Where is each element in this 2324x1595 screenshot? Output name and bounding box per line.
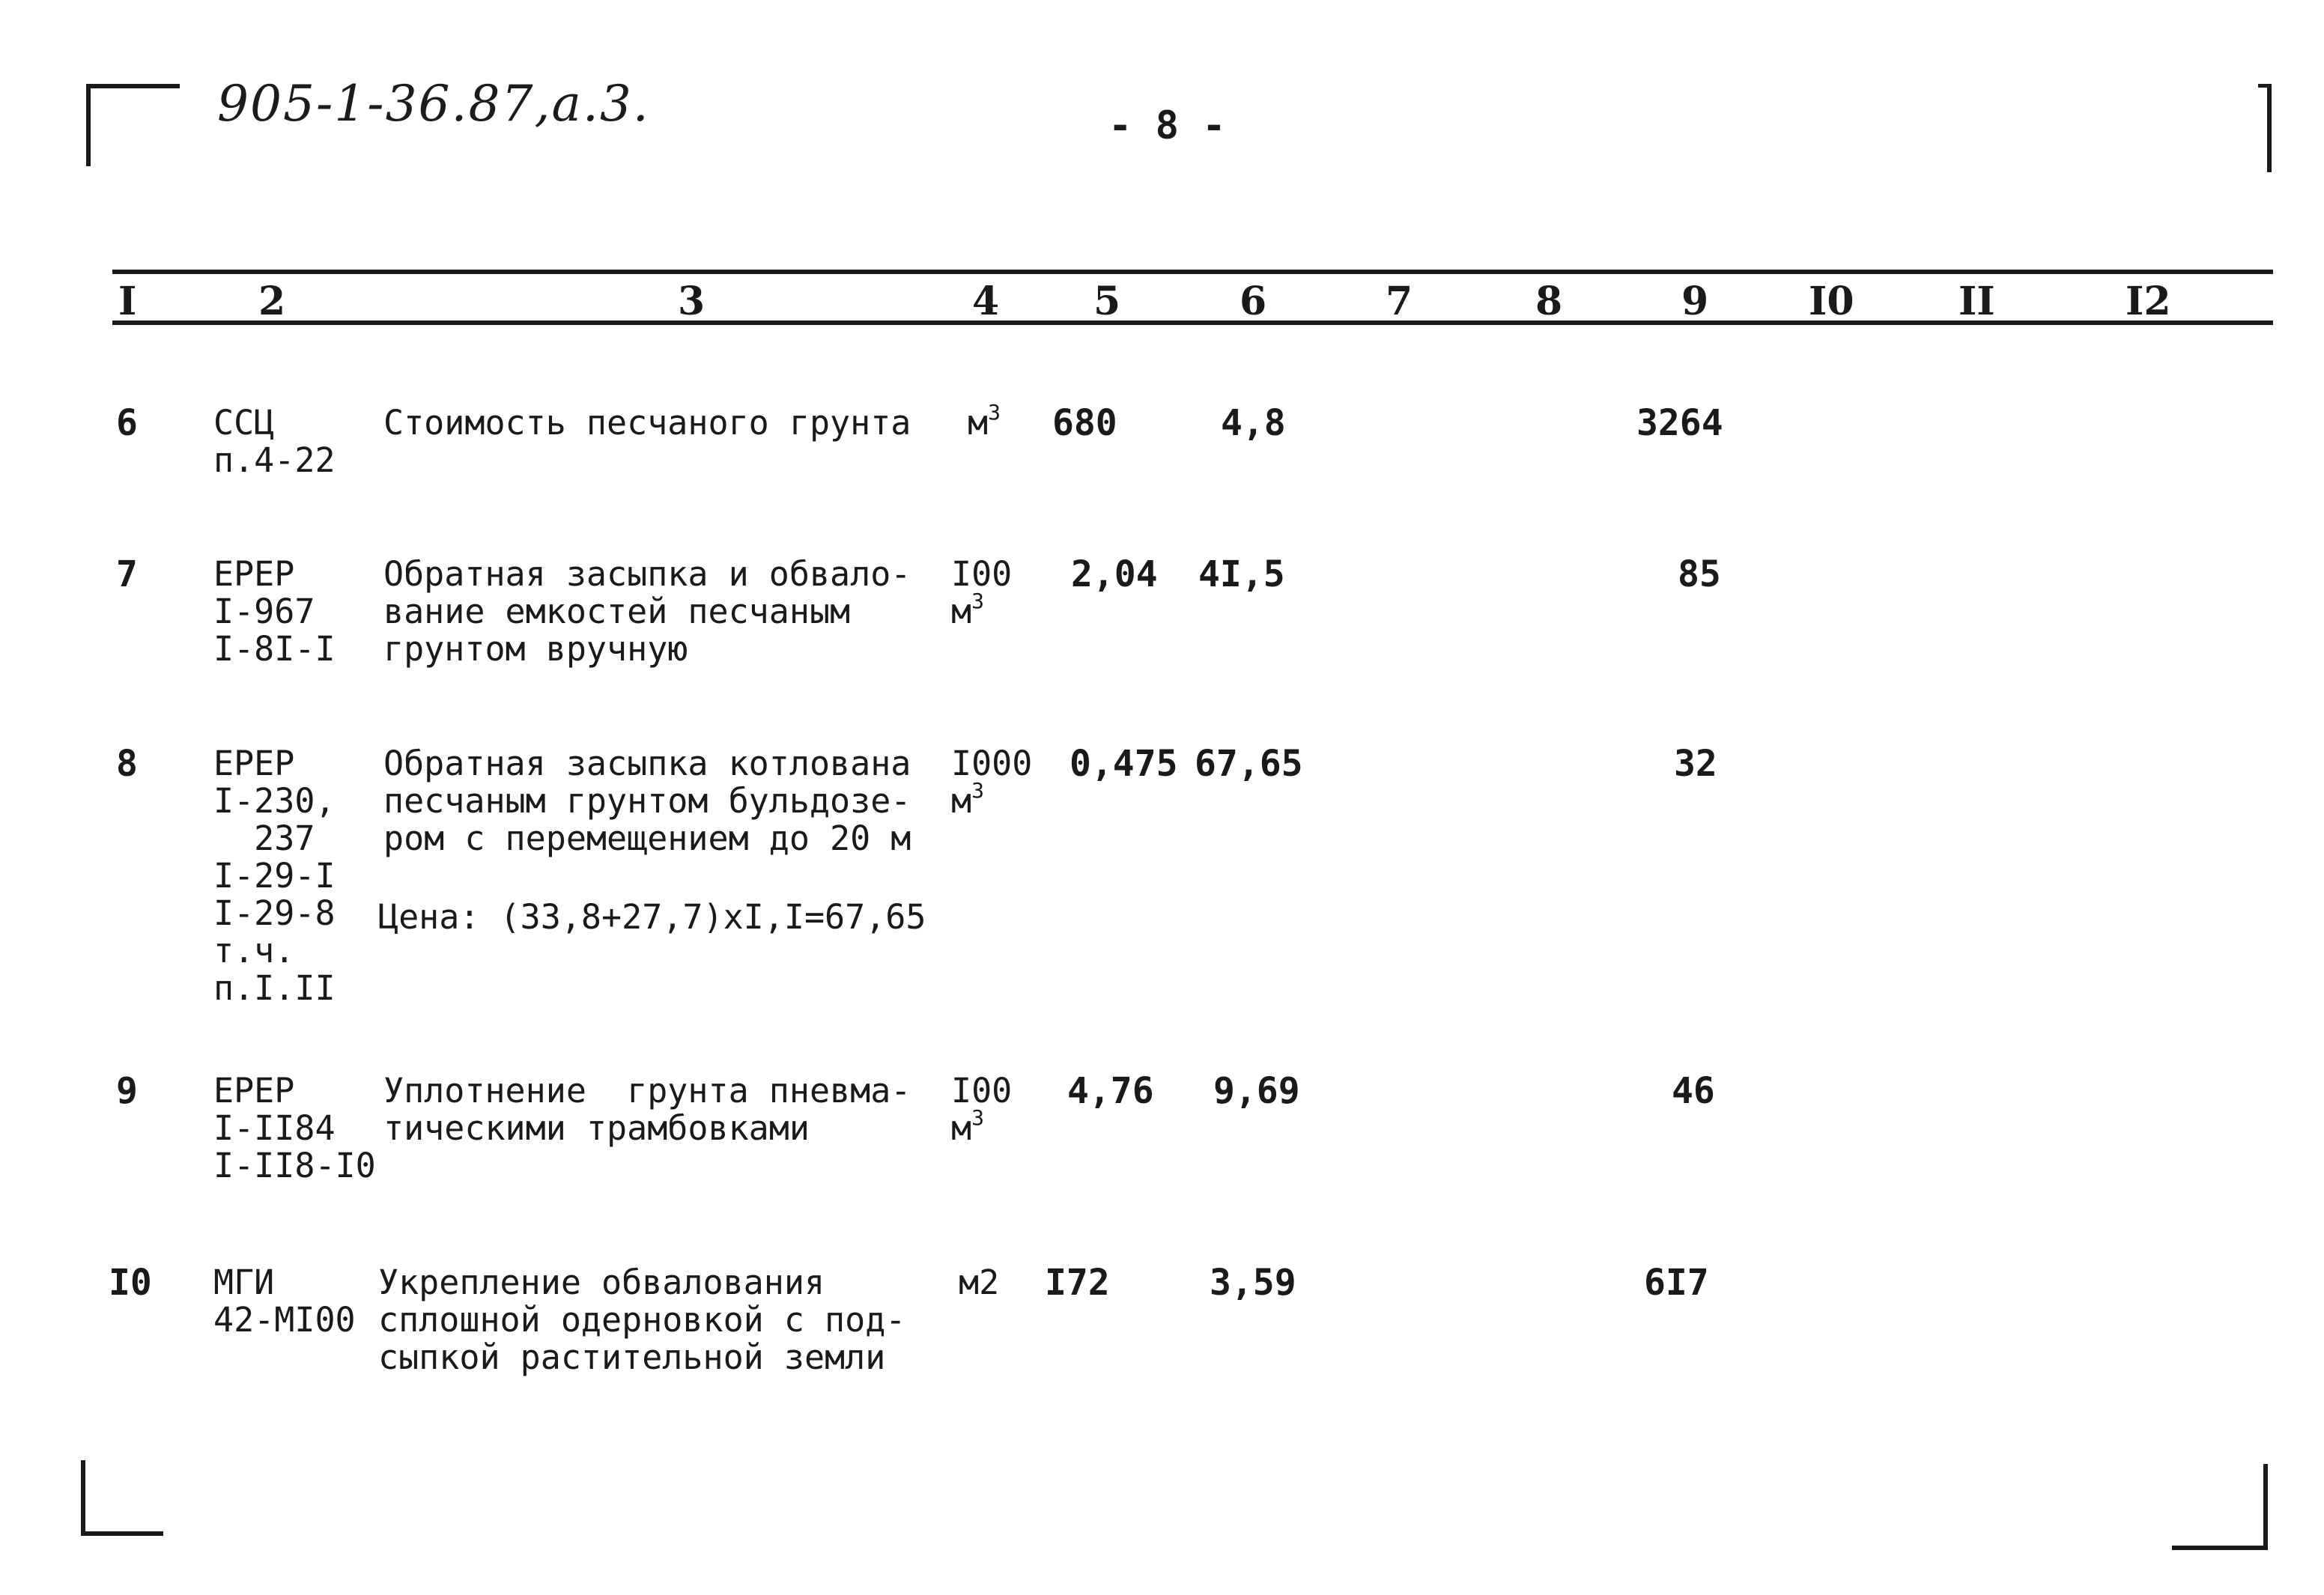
header-rule-bottom bbox=[112, 320, 2273, 325]
rate-code: ССЦ п.4-22 bbox=[213, 403, 336, 480]
quantity: 2,04 bbox=[1071, 553, 1158, 595]
unit-price: 9,69 bbox=[1213, 1070, 1300, 1112]
unit bbox=[959, 1264, 999, 1306]
work-description: Укрепление обвалования сплошной одерновкой с под- сыпкой растительной земли bbox=[378, 1263, 906, 1377]
unit-price: 3,59 bbox=[1210, 1262, 1296, 1304]
corner-mark-top-left-h bbox=[86, 84, 180, 88]
quantity: I72 bbox=[1045, 1262, 1110, 1304]
unit-price: 4,8 bbox=[1221, 402, 1286, 444]
rate-code: МГИ 42-МI00 bbox=[213, 1263, 356, 1340]
col-head-8: 8 bbox=[1535, 279, 1563, 324]
unit-text: м2 bbox=[959, 1263, 1000, 1302]
total-cost: 32 bbox=[1674, 743, 1717, 785]
col-head-12: I2 bbox=[2126, 279, 2171, 324]
col-head-10: I0 bbox=[1809, 279, 1854, 324]
rate-code: ЕРЕР I-967 I-8I-I bbox=[213, 554, 336, 669]
total-cost: 6I7 bbox=[1644, 1262, 1709, 1304]
total-cost: 3264 bbox=[1636, 402, 1723, 444]
unit-superscript: 3 bbox=[988, 400, 1001, 425]
work-description: Обратная засыпка и обвало- вание емкостей песчаным грунтом вручную bbox=[383, 554, 911, 669]
corner-mark-top-right-h bbox=[2258, 84, 2272, 88]
work-description: Уплотнение грунта пневма- тическими трамбовками bbox=[383, 1071, 911, 1148]
row-number: I0 bbox=[109, 1262, 152, 1304]
corner-mark-bottom-left-h bbox=[81, 1531, 163, 1536]
rate-code: ЕРЕР I-II84 I-II8-I0 bbox=[213, 1071, 376, 1185]
corner-mark-top-right-v bbox=[2267, 84, 2272, 172]
corner-mark-bottom-right-v bbox=[2263, 1464, 2268, 1550]
unit-superscript: 3 bbox=[971, 1105, 984, 1130]
document-reference: 905-1-36.87,а.3. bbox=[217, 75, 650, 133]
unit-price: 4I,5 bbox=[1198, 553, 1285, 595]
col-head-3: 3 bbox=[678, 279, 706, 324]
quantity: 0,475 bbox=[1070, 743, 1178, 785]
unit-superscript: 3 bbox=[971, 778, 984, 803]
unit bbox=[951, 745, 1032, 824]
col-head-4: 4 bbox=[972, 279, 1000, 324]
col-head-2: 2 bbox=[258, 279, 286, 324]
unit-text: I00 м bbox=[951, 554, 1013, 631]
unit bbox=[951, 1072, 1012, 1152]
unit-text: I000 м bbox=[951, 744, 1033, 821]
col-head-6: 6 bbox=[1240, 279, 1267, 324]
quantity: 4,76 bbox=[1067, 1070, 1154, 1112]
col-head-7: 7 bbox=[1386, 279, 1413, 324]
row-number: 8 bbox=[116, 743, 138, 785]
unit-text: м bbox=[968, 403, 989, 443]
row-number: 6 bbox=[116, 402, 138, 444]
col-head-1: I bbox=[118, 279, 137, 324]
work-description: Обратная засыпка котлована песчаным грунтом бульдозе- ром с перемещением до 20 м bbox=[383, 744, 911, 858]
rate-code: ЕРЕР I-230, 237 I-29-I I-29-8 т.ч. п.I.II bbox=[213, 744, 336, 1008]
row-number: 9 bbox=[116, 1070, 138, 1112]
col-head-11: II bbox=[1959, 279, 1995, 324]
unit-superscript: 3 bbox=[971, 589, 984, 613]
page-number: - 8 - bbox=[1108, 103, 1226, 148]
quantity: 680 bbox=[1052, 402, 1117, 444]
work-description: Стоимость песчаного грунта bbox=[383, 403, 911, 443]
corner-mark-bottom-left-v bbox=[81, 1460, 85, 1535]
corner-mark-bottom-right-h bbox=[2172, 1546, 2268, 1550]
header-rule-top bbox=[112, 270, 2273, 274]
total-cost: 46 bbox=[1672, 1070, 1715, 1112]
col-head-9: 9 bbox=[1681, 279, 1709, 324]
unit bbox=[951, 556, 1012, 635]
unit-price: 67,65 bbox=[1195, 743, 1303, 785]
row-number: 7 bbox=[116, 553, 138, 595]
corner-mark-top-left-v bbox=[86, 84, 91, 166]
unit-text: I00 м bbox=[951, 1071, 1013, 1148]
unit bbox=[968, 400, 1001, 446]
price-note: Цена: (33,8+27,7)хI,I=67,65 bbox=[378, 897, 926, 937]
total-cost: 85 bbox=[1678, 553, 1721, 595]
col-head-5: 5 bbox=[1093, 279, 1121, 324]
